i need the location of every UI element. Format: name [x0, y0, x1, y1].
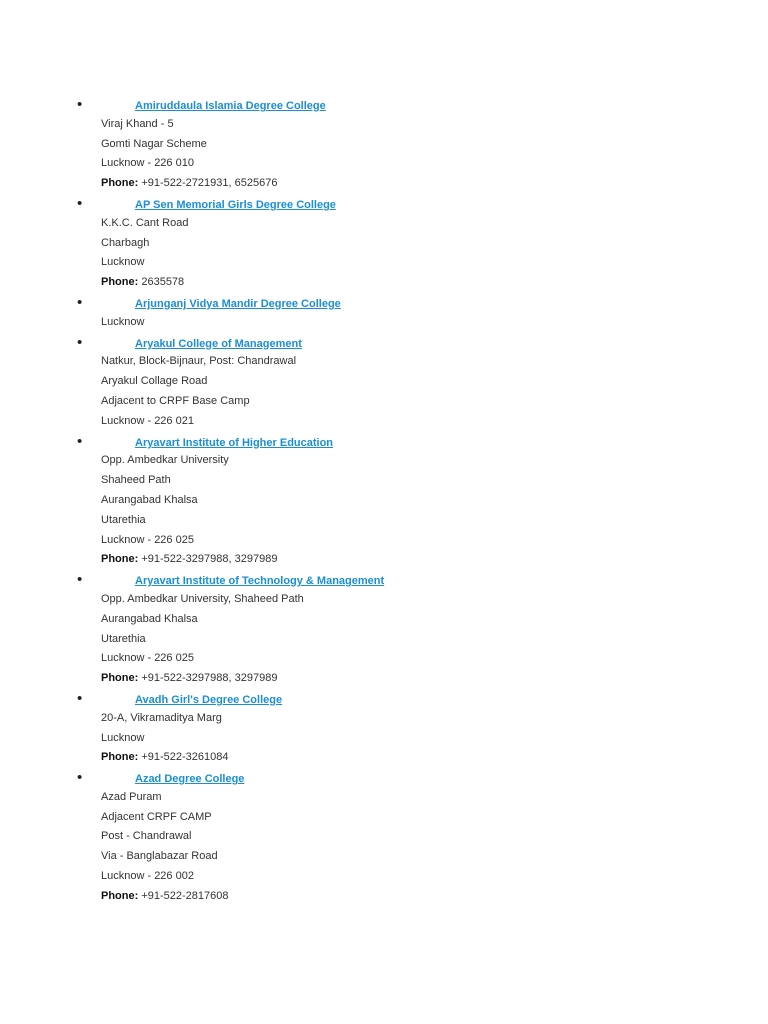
address-line: Charbagh	[101, 236, 150, 249]
college-title-row	[0, 293, 768, 313]
address-line: Azad Puram	[101, 790, 162, 803]
address-line: Opp. Ambedkar University	[101, 454, 229, 467]
college-title-row	[0, 768, 768, 788]
college-entry	[0, 768, 768, 907]
phone-number: +91-522-3297988, 3297989	[141, 553, 278, 566]
address-line: K.K.C. Cant Road	[101, 216, 189, 229]
address-line: Utarethia	[101, 513, 146, 526]
college-entry	[0, 293, 768, 333]
phone-number: +91-522-3261084	[141, 751, 229, 764]
phone-line	[0, 887, 768, 907]
phone-number: +91-522-3297988, 3297989	[141, 672, 278, 685]
college-title-row	[0, 570, 768, 590]
college-name-link[interactable]: Azad Degree College	[135, 773, 245, 786]
address-line: Natkur, Block-Bijnaur, Post: Chandrawal	[101, 355, 297, 368]
address-line: Lucknow	[101, 256, 145, 269]
address-line: Lucknow - 226 010	[101, 157, 194, 170]
address-line: Aurangabad Khalsa	[101, 493, 198, 506]
phone-label: Phone:	[101, 672, 139, 685]
phone-line	[0, 669, 768, 689]
address-line: Adjacent to CRPF Base Camp	[101, 394, 250, 407]
address-line: Lucknow - 226 021	[101, 414, 194, 427]
address-line: Lucknow	[101, 731, 145, 744]
phone-line	[0, 550, 768, 570]
address-line: Via - Banglabazar Road	[101, 850, 218, 863]
college-title-row	[0, 194, 768, 214]
college-entry	[0, 570, 768, 689]
bullet-icon: •	[77, 333, 83, 351]
address-line: Shaheed Path	[101, 474, 171, 487]
address-line: Lucknow - 226 025	[101, 533, 194, 546]
phone-label: Phone:	[101, 177, 139, 190]
bullet-icon: •	[77, 432, 83, 450]
address-line: Utarethia	[101, 632, 146, 645]
address-line: Viraj Khand - 5	[101, 117, 174, 130]
college-entry	[0, 333, 768, 432]
college-name-link[interactable]: Aryakul College of Management	[135, 337, 302, 350]
phone-line	[0, 174, 768, 194]
college-title-row	[0, 432, 768, 452]
college-entry	[0, 194, 768, 293]
bullet-icon: •	[77, 96, 83, 113]
phone-number: +91-522-2721931, 6525676	[141, 177, 278, 190]
phone-label: Phone:	[101, 276, 139, 289]
phone-line	[0, 748, 768, 768]
phone-label: Phone:	[101, 751, 139, 764]
college-name-link[interactable]: Aryavart Institute of Higher Education	[135, 436, 334, 449]
bullet-icon: •	[77, 293, 83, 311]
address-line: Aurangabad Khalsa	[101, 612, 198, 625]
college-title-row	[0, 689, 768, 709]
college-list	[0, 95, 768, 907]
college-entry	[0, 689, 768, 768]
address-line: Lucknow - 226 002	[101, 870, 194, 883]
bullet-icon: •	[77, 769, 83, 787]
phone-line	[0, 273, 768, 293]
college-name-link[interactable]: Avadh Girl's Degree College	[135, 693, 283, 706]
phone-number: 2635578	[141, 276, 185, 289]
college-title-row	[0, 333, 768, 353]
phone-number: +91-522-2817608	[141, 889, 229, 902]
phone-label: Phone:	[101, 889, 139, 902]
bullet-icon: •	[77, 194, 83, 212]
address-line: 20-A, Vikramaditya Marg	[101, 711, 222, 724]
address-line: Lucknow	[101, 315, 145, 328]
address-line: Opp. Ambedkar University, Shaheed Path	[101, 592, 304, 605]
address-line: Gomti Nagar Scheme	[101, 137, 207, 150]
address-line: Aryakul Collage Road	[101, 375, 208, 388]
phone-label: Phone:	[101, 553, 139, 566]
college-name-link[interactable]: Amiruddaula Islamia Degree College	[135, 100, 326, 112]
address-line: Adjacent CRPF CAMP	[101, 810, 212, 823]
address-line: Lucknow - 226 025	[101, 652, 194, 665]
college-entry	[0, 432, 768, 571]
college-name-link[interactable]: Aryavart Institute of Technology & Management	[135, 575, 385, 588]
address-line: Post - Chandrawal	[101, 830, 192, 843]
college-name-link[interactable]: AP Sen Memorial Girls Degree College	[135, 198, 336, 211]
college-title-row	[0, 95, 768, 115]
college-name-link[interactable]: Arjunganj Vidya Mandir Degree College	[135, 297, 341, 310]
bullet-icon: •	[77, 689, 83, 707]
bullet-icon: •	[77, 571, 83, 589]
college-entry	[0, 95, 768, 194]
